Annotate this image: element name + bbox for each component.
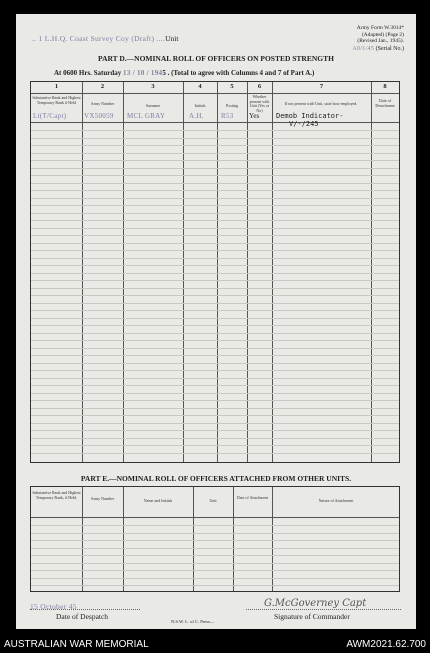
part-e-head-nature: Nature of Attachment xyxy=(318,498,354,503)
at-prefix: At 0600 Hrs. Saturday xyxy=(54,69,122,77)
row-rule xyxy=(31,325,399,326)
unit-label: Unit xyxy=(165,34,179,43)
col-head-employed: If not present with Unit, state how employed. xyxy=(284,101,358,106)
row-rule xyxy=(31,288,399,289)
row-rule xyxy=(31,548,399,549)
col-num-1: 1 xyxy=(54,83,59,90)
row-rule xyxy=(31,205,399,206)
row-rule xyxy=(31,190,399,191)
form-sheet xyxy=(16,14,416,629)
row-rule xyxy=(31,310,399,311)
row-rule xyxy=(31,138,399,139)
row-rule xyxy=(31,333,399,334)
row-rule xyxy=(31,160,399,161)
col-head-present: Whether present with Unit (Yes or No) xyxy=(249,94,270,113)
row-rule xyxy=(31,243,399,244)
row-rule xyxy=(31,153,399,154)
row-rule xyxy=(31,430,399,431)
entry-rank: Lt(T/Capt) xyxy=(33,112,67,120)
commander-signature: G.McGoverney Capt xyxy=(264,598,367,609)
row-rule xyxy=(31,295,399,296)
row-rule xyxy=(31,198,399,199)
row-rule xyxy=(31,415,399,416)
col-head-detachment: Date of Detachment xyxy=(375,98,395,108)
archive-caption: AUSTRALIAN WAR MEMORIAL xyxy=(4,639,149,650)
form-ref-line: (Revised Jan., 1945). xyxy=(357,38,404,44)
col-num-8: 8 xyxy=(383,83,387,90)
row-rule xyxy=(31,145,399,146)
part-e-title: PART E.—NOMINAL ROLL OF OFFICERS ATTACHED FROM OTHER UNITS. xyxy=(80,474,352,483)
row-rule xyxy=(31,318,399,319)
row-rule xyxy=(31,400,399,401)
row-rule xyxy=(31,540,399,541)
row-rule xyxy=(31,555,399,556)
unit-value: .. 1 L.H.Q. Coast Survey Coy (Draft) .... xyxy=(32,34,166,43)
part-e-head-unit: Unit xyxy=(209,498,217,503)
row-rule xyxy=(31,303,399,304)
total-note: . (Total to agree with Columns 4 and 7 of Part A.) xyxy=(167,69,315,77)
row-rule xyxy=(31,220,399,221)
row-rule xyxy=(31,378,399,379)
row-rule xyxy=(31,168,399,169)
col-head-surname: Surname xyxy=(145,103,161,108)
row-rule xyxy=(31,585,399,586)
part-d-table xyxy=(30,81,400,463)
row-rule xyxy=(31,563,399,564)
roll-date: 13 / 10 / 194 xyxy=(123,69,163,77)
despatch-date-value: 15 October 45 xyxy=(30,602,77,611)
row-rule xyxy=(31,258,399,259)
col-num-4: 4 xyxy=(198,83,202,90)
col-num-2: 2 xyxy=(100,83,105,90)
row-rule xyxy=(31,525,399,526)
col-num-6: 6 xyxy=(257,83,262,90)
row-rule xyxy=(31,235,399,236)
form-ref-line: (Adapted) (Page 2) xyxy=(361,31,404,38)
row-rule xyxy=(31,265,399,266)
row-rule xyxy=(31,533,399,534)
part-e-head-rank: Substantive Rank and Highest Temporary Rank, if Held. xyxy=(32,490,81,500)
roll-date-digit: 5 xyxy=(162,69,166,77)
entry-army-number: VX50059 xyxy=(84,112,114,120)
printer-imprint: N.S.W. L. of C. Press— xyxy=(171,619,215,624)
part-e-head-name: Name and Initials xyxy=(143,498,173,503)
roll-date-line xyxy=(54,69,314,77)
despatch-underline xyxy=(30,609,140,610)
entry-initials: A.H. xyxy=(189,112,204,120)
row-rule xyxy=(31,370,399,371)
row-rule xyxy=(31,423,399,424)
serial-number xyxy=(352,46,404,52)
entry-posting: R53 xyxy=(221,112,234,120)
row-rule xyxy=(31,175,399,176)
entry-present: Yes xyxy=(249,112,260,120)
row-rule xyxy=(31,348,399,349)
col-head-posting: Posting xyxy=(225,103,238,108)
signature-underline xyxy=(246,609,401,610)
col-head-initials: Initials xyxy=(194,103,206,108)
row-rule xyxy=(31,213,399,214)
row-rule xyxy=(31,228,399,229)
col-num-3: 3 xyxy=(151,83,155,90)
entry-surname: MCL GRAY xyxy=(127,112,166,120)
entry-employed-line2: V/-/245 xyxy=(289,120,319,128)
row-rule xyxy=(31,453,399,454)
row-rule xyxy=(31,408,399,409)
signature-label: Signature of Commander xyxy=(274,612,350,621)
col-num-5: 5 xyxy=(230,83,234,90)
row-rule xyxy=(31,130,399,131)
row-rule xyxy=(31,578,399,579)
col-head-army-number: Army Number xyxy=(90,101,115,106)
row-rule xyxy=(31,570,399,571)
row-rule xyxy=(31,393,399,394)
row-rule xyxy=(31,445,399,446)
part-d-title: PART D.—NOMINAL ROLL OF OFFICERS ON POSTED STRENGTH xyxy=(98,54,334,63)
col-num-7: 7 xyxy=(319,83,324,90)
row-rule xyxy=(31,438,399,439)
form-reference xyxy=(357,25,404,45)
part-e-head-army-number: Army Number xyxy=(90,496,115,501)
despatch-date-label: Date of Despatch xyxy=(56,612,109,621)
row-rule xyxy=(31,183,399,184)
serial-value: A0/1/45 xyxy=(352,46,375,52)
row-rule xyxy=(31,363,399,364)
row-rule xyxy=(31,280,399,281)
row-rule xyxy=(31,250,399,251)
row-rule xyxy=(31,355,399,356)
entry-employed-line1: Demob Indicator- xyxy=(276,112,344,120)
row-rule xyxy=(31,385,399,386)
archive-accession-number: AWM2021.62.700 xyxy=(346,639,426,650)
part-e-table xyxy=(30,486,400,592)
part-e-head-date: Date of Attachment xyxy=(236,495,269,500)
row-rule xyxy=(31,340,399,341)
serial-label: (Serial No.) xyxy=(375,46,404,52)
row-rule xyxy=(31,273,399,274)
form-ref-line: Army Form W.3014* xyxy=(356,25,404,31)
unit-line xyxy=(32,34,178,43)
col-head-rank: Substantive Rank and Highest Temporary Rank if Held xyxy=(32,95,81,105)
